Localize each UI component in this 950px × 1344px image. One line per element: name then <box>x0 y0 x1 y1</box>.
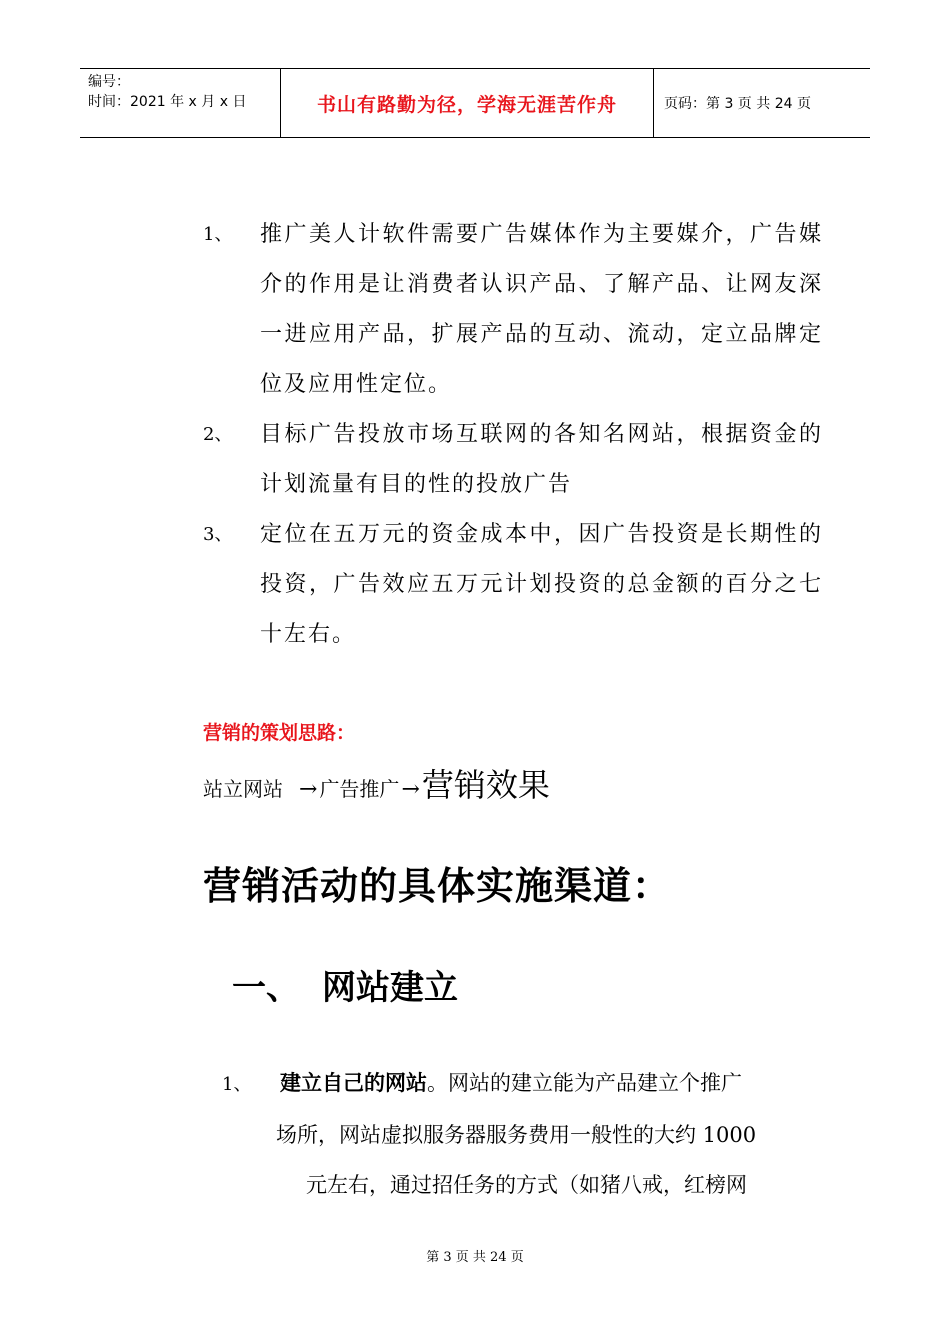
arrow-right-icon: → <box>299 777 318 802</box>
flow-step-3: 营销效果 <box>421 766 550 804</box>
list-item-number: 1、 <box>203 224 233 245</box>
header-page-info: 页码：第 3 页 共 24 页 <box>664 96 811 112</box>
header-meta <box>80 69 281 137</box>
list-item-text: 定位在五万元的资金成本中，因广告投资是长期性的投资，广告效应五万元计划投资的总金额的百分之七十左右。 <box>260 522 823 647</box>
section-title-text: 网站建立 <box>322 968 458 1008</box>
list-item <box>203 510 823 660</box>
section-title <box>232 960 458 1009</box>
date-label: 时间：2021 年 x 月 x 日 <box>88 94 247 110</box>
strategy-flow <box>203 760 550 806</box>
flow-step-2: 广告推广 <box>319 777 400 801</box>
arrow-right-icon: → <box>401 777 420 802</box>
list-item-number: 3、 <box>203 524 233 545</box>
number-label: 编号： <box>88 74 130 90</box>
list-item <box>203 410 823 510</box>
section-item-number: 1、 <box>222 1074 252 1095</box>
list-item-text: 推广美人计软件需要广告媒体作为主要媒介，广告媒介的作用是让消费者认识产品、了解产品、让网友深一进应用产品，扩展产品的互动、流动，定立品牌定位及应用性定位。 <box>260 222 823 397</box>
section-item-line: 元左右，通过招任务的方式（如猪八戒，红榜网 <box>306 1173 747 1197</box>
numbered-list <box>203 210 823 660</box>
flow-step-1: 站立网站 <box>203 777 283 801</box>
section-item-bold: 建立自己的网站 <box>280 1071 427 1095</box>
list-item <box>203 210 823 410</box>
section-item-line <box>222 1058 810 1110</box>
section-number: 一、 <box>232 968 300 1008</box>
document-header <box>80 68 870 138</box>
page-footer: 第 3 页 共 24 页 <box>426 1250 524 1265</box>
main-title: 营销活动的具体实施渠道： <box>203 864 672 908</box>
section-item-line: 场所，网站虚拟服务器服务费用一般性的大约 1000 <box>276 1123 757 1147</box>
section-item-text: 。网站的建立能为产品建立个推广 <box>427 1071 742 1095</box>
list-item-number: 2、 <box>203 424 233 445</box>
list-item-text: 目标广告投放市场互联网的各知名网站，根据资金的计划流量有目的性的投放广告 <box>260 422 823 497</box>
section-item <box>222 1058 810 1210</box>
header-motto: 书山有路勤为径，学海无涯苦作舟 <box>281 69 654 137</box>
strategy-heading: 营销的策划思路： <box>203 722 356 744</box>
